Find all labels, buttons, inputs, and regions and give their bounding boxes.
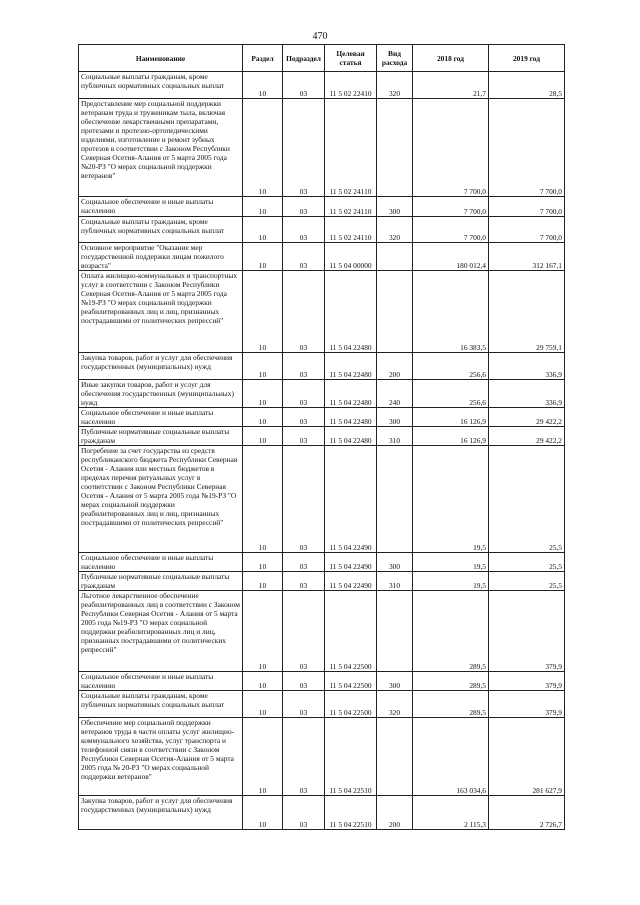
row-target: 11 5 02 24110 [325, 197, 377, 217]
row-target: 11 5 02 24110 [325, 217, 377, 243]
row-target: 11 5 04 22480 [325, 271, 377, 353]
row-target: 11 5 04 22480 [325, 380, 377, 408]
row-target: 11 5 04 22510 [325, 718, 377, 796]
row-amount-2019: 7 700,0 [489, 217, 565, 243]
row-section: 10 [243, 408, 283, 427]
row-name: Обеспечение мер социальной поддержки ветеранов труда в части оплаты услуг жилищно-коммунального хозяйства, услуг транспорта и телефонной связи в соответствии с Законом Республики Северная Осетия-Алания от 5 марта 2005 года № 20-РЗ "О мерах социальной поддержки ветеранов" [79, 718, 243, 796]
row-subsection: 03 [283, 72, 325, 99]
row-name: Закупка товаров, работ и услуг для обеспечения государственных (муниципальных) нужд [79, 796, 243, 830]
row-name: Социальное обеспечение и иные выплаты населению [79, 408, 243, 427]
row-subsection: 03 [283, 353, 325, 380]
table-row [79, 72, 565, 99]
row-section: 10 [243, 197, 283, 217]
row-amount-2018: 163 034,6 [413, 718, 489, 796]
row-subsection: 03 [283, 197, 325, 217]
row-amount-2018: 21,7 [413, 72, 489, 99]
row-name: Закупка товаров, работ и услуг для обеспечения государственных (муниципальных) нужд [79, 353, 243, 380]
row-expense-type: 320 [377, 217, 413, 243]
row-target: 11 5 04 22500 [325, 591, 377, 672]
header-target: Целевая статья [325, 45, 377, 72]
table-row [79, 353, 565, 380]
row-subsection: 03 [283, 572, 325, 591]
page-number: 470 [312, 31, 328, 42]
row-subsection: 03 [283, 691, 325, 718]
row-section: 10 [243, 217, 283, 243]
row-name: Социальные выплаты гражданам, кроме публичных нормативных социальных выплат [79, 691, 243, 718]
row-amount-2018: 289,5 [413, 672, 489, 691]
table-row [79, 691, 565, 718]
row-section: 10 [243, 243, 283, 271]
row-name: Социальное обеспечение и иные выплаты населению [79, 197, 243, 217]
row-name: Иные закупки товаров, работ и услуг для обеспечения государственных (муниципальных) нужд [79, 380, 243, 408]
row-section: 10 [243, 672, 283, 691]
row-subsection: 03 [283, 796, 325, 830]
row-name: Оплата жилищно-коммунальных и транспортных услуг в соответствии с Законом Республики Северная Осетия-Алания от 5 марта 2005 года №19-РЗ "О мерах социальной поддержки реабилитированных лиц и лиц, признанных пострадавшими от политических репрессий" [79, 271, 243, 353]
row-amount-2018: 256,6 [413, 380, 489, 408]
row-subsection: 03 [283, 380, 325, 408]
row-amount-2018: 7 700,0 [413, 99, 489, 197]
row-amount-2019: 379,9 [489, 672, 565, 691]
row-amount-2018: 289,5 [413, 691, 489, 718]
row-section: 10 [243, 572, 283, 591]
row-amount-2019: 379,9 [489, 591, 565, 672]
row-expense-type: 300 [377, 408, 413, 427]
row-target: 11 5 04 00000 [325, 243, 377, 271]
row-amount-2018: 7 700,0 [413, 197, 489, 217]
row-expense-type [377, 718, 413, 796]
row-name: Социальное обеспечение и иные выплаты населению [79, 553, 243, 572]
table-row [79, 99, 565, 197]
row-amount-2019: 7 700,0 [489, 99, 565, 197]
row-amount-2019: 7 700,0 [489, 197, 565, 217]
row-target: 11 5 02 24110 [325, 99, 377, 197]
row-amount-2018: 16 126,9 [413, 408, 489, 427]
row-subsection: 03 [283, 99, 325, 197]
row-expense-type: 200 [377, 796, 413, 830]
row-amount-2018: 2 115,3 [413, 796, 489, 830]
table-row [79, 197, 565, 217]
row-expense-type: 320 [377, 691, 413, 718]
row-expense-type [377, 243, 413, 271]
row-expense-type [377, 99, 413, 197]
row-expense-type [377, 591, 413, 672]
row-expense-type: 240 [377, 380, 413, 408]
header-section: Раздел [243, 45, 283, 72]
row-target: 11 5 04 22490 [325, 572, 377, 591]
row-subsection: 03 [283, 427, 325, 446]
row-section: 10 [243, 591, 283, 672]
row-amount-2018: 7 700,0 [413, 217, 489, 243]
table-row [79, 217, 565, 243]
row-expense-type: 300 [377, 553, 413, 572]
row-target: 11 5 04 22480 [325, 353, 377, 380]
row-section: 10 [243, 72, 283, 99]
row-subsection: 03 [283, 243, 325, 271]
row-target: 11 5 04 22500 [325, 672, 377, 691]
row-section: 10 [243, 271, 283, 353]
row-expense-type [377, 271, 413, 353]
row-section: 10 [243, 691, 283, 718]
row-amount-2018: 256,6 [413, 353, 489, 380]
row-subsection: 03 [283, 553, 325, 572]
row-amount-2019: 29 422,2 [489, 408, 565, 427]
row-amount-2019: 336,9 [489, 353, 565, 380]
row-amount-2019: 379,9 [489, 691, 565, 718]
row-section: 10 [243, 796, 283, 830]
row-name: Основное мероприятие "Оказание мер государственной поддержки лицам пожилого возраста" [79, 243, 243, 271]
header-expense-type: Вид расхода [377, 45, 413, 72]
table-row [79, 271, 565, 353]
row-expense-type: 200 [377, 353, 413, 380]
row-amount-2018: 19,5 [413, 446, 489, 553]
table-row [79, 553, 565, 572]
row-name: Публичные нормативные социальные выплаты гражданам [79, 427, 243, 446]
row-amount-2019: 28,5 [489, 72, 565, 99]
row-amount-2018: 16 126,9 [413, 427, 489, 446]
header-year-2018: 2018 год [413, 45, 489, 72]
row-expense-type: 310 [377, 572, 413, 591]
row-amount-2019: 29 759,1 [489, 271, 565, 353]
row-target: 11 5 04 22510 [325, 796, 377, 830]
table-row [79, 672, 565, 691]
row-target: 11 5 02 22410 [325, 72, 377, 99]
table-row [79, 408, 565, 427]
row-subsection: 03 [283, 718, 325, 796]
row-expense-type [377, 446, 413, 553]
row-subsection: 03 [283, 271, 325, 353]
table-row [79, 243, 565, 271]
table-row [79, 572, 565, 591]
row-amount-2018: 19,5 [413, 553, 489, 572]
row-amount-2019: 25,5 [489, 553, 565, 572]
row-target: 11 5 04 22490 [325, 446, 377, 553]
row-expense-type: 300 [377, 672, 413, 691]
table-header-row [79, 45, 565, 72]
row-expense-type: 300 [377, 197, 413, 217]
row-amount-2018: 16 383,5 [413, 271, 489, 353]
budget-table [78, 44, 565, 830]
row-section: 10 [243, 446, 283, 553]
row-amount-2019: 25,5 [489, 446, 565, 553]
row-name: Льготное лекарственное обеспечение реабилитированных лиц в соответствии с Законом Республики Северная Осетия - Алания от 5 марта 2005 года №19-РЗ "О мерах социальной поддержки реабилитированных лиц и лиц, признанных пострадавшими от политических репрессий" [79, 591, 243, 672]
row-amount-2019: 312 167,1 [489, 243, 565, 271]
row-amount-2019: 281 627,9 [489, 718, 565, 796]
row-amount-2018: 19,5 [413, 572, 489, 591]
table-row [79, 591, 565, 672]
row-amount-2019: 336,9 [489, 380, 565, 408]
row-expense-type: 310 [377, 427, 413, 446]
table-row [79, 796, 565, 830]
row-name: Публичные нормативные социальные выплаты гражданам [79, 572, 243, 591]
table-row [79, 427, 565, 446]
row-section: 10 [243, 99, 283, 197]
row-section: 10 [243, 718, 283, 796]
row-expense-type: 320 [377, 72, 413, 99]
row-section: 10 [243, 427, 283, 446]
row-subsection: 03 [283, 408, 325, 427]
row-amount-2019: 25,5 [489, 572, 565, 591]
row-subsection: 03 [283, 672, 325, 691]
row-amount-2018: 289,5 [413, 591, 489, 672]
table-row [79, 380, 565, 408]
row-subsection: 03 [283, 446, 325, 553]
row-section: 10 [243, 553, 283, 572]
row-name: Предоставление мер социальной поддержки ветеранам труда и труженикам тыла, включая обеспечение лекарственными препаратами, протезами и протезно-ортопедическими изделиями, изготовление и ремонт зубных протезов в соответствии с Законом Республики Северная Осетия-Алания от 5 марта 2005 года №20-РЗ "О мерах социальной поддержки ветеранов" [79, 99, 243, 197]
row-amount-2018: 180 012,4 [413, 243, 489, 271]
row-name: Социальное обеспечение и иные выплаты населению [79, 672, 243, 691]
row-amount-2019: 2 726,7 [489, 796, 565, 830]
row-subsection: 03 [283, 591, 325, 672]
row-name: Погребение за счет государства из средств республиканского бюджета Республики Северная Осетия - Алания или местных бюджетов в пределах перечня ритуальных услуг в соответствии с Законом Республики Северная Осетия - Алания от 5 марта 2005 года №19-РЗ "О мерах социальной поддержки реабилитированных лиц и лиц, признанных пострадавшими от политических репрессий" [79, 446, 243, 553]
header-year-2019: 2019 год [489, 45, 565, 72]
header-subsection: Подраздел [283, 45, 325, 72]
row-section: 10 [243, 353, 283, 380]
row-target: 11 5 04 22480 [325, 408, 377, 427]
row-target: 11 5 04 22500 [325, 691, 377, 718]
row-target: 11 5 04 22480 [325, 427, 377, 446]
row-amount-2019: 29 422,2 [489, 427, 565, 446]
row-name: Социальные выплаты гражданам, кроме публичных нормативных социальных выплат [79, 72, 243, 99]
row-name: Социальные выплаты гражданам, кроме публичных нормативных социальных выплат [79, 217, 243, 243]
row-target: 11 5 04 22490 [325, 553, 377, 572]
table-row [79, 718, 565, 796]
row-subsection: 03 [283, 217, 325, 243]
row-section: 10 [243, 380, 283, 408]
header-name: Наименование [79, 45, 243, 72]
table-row [79, 446, 565, 553]
